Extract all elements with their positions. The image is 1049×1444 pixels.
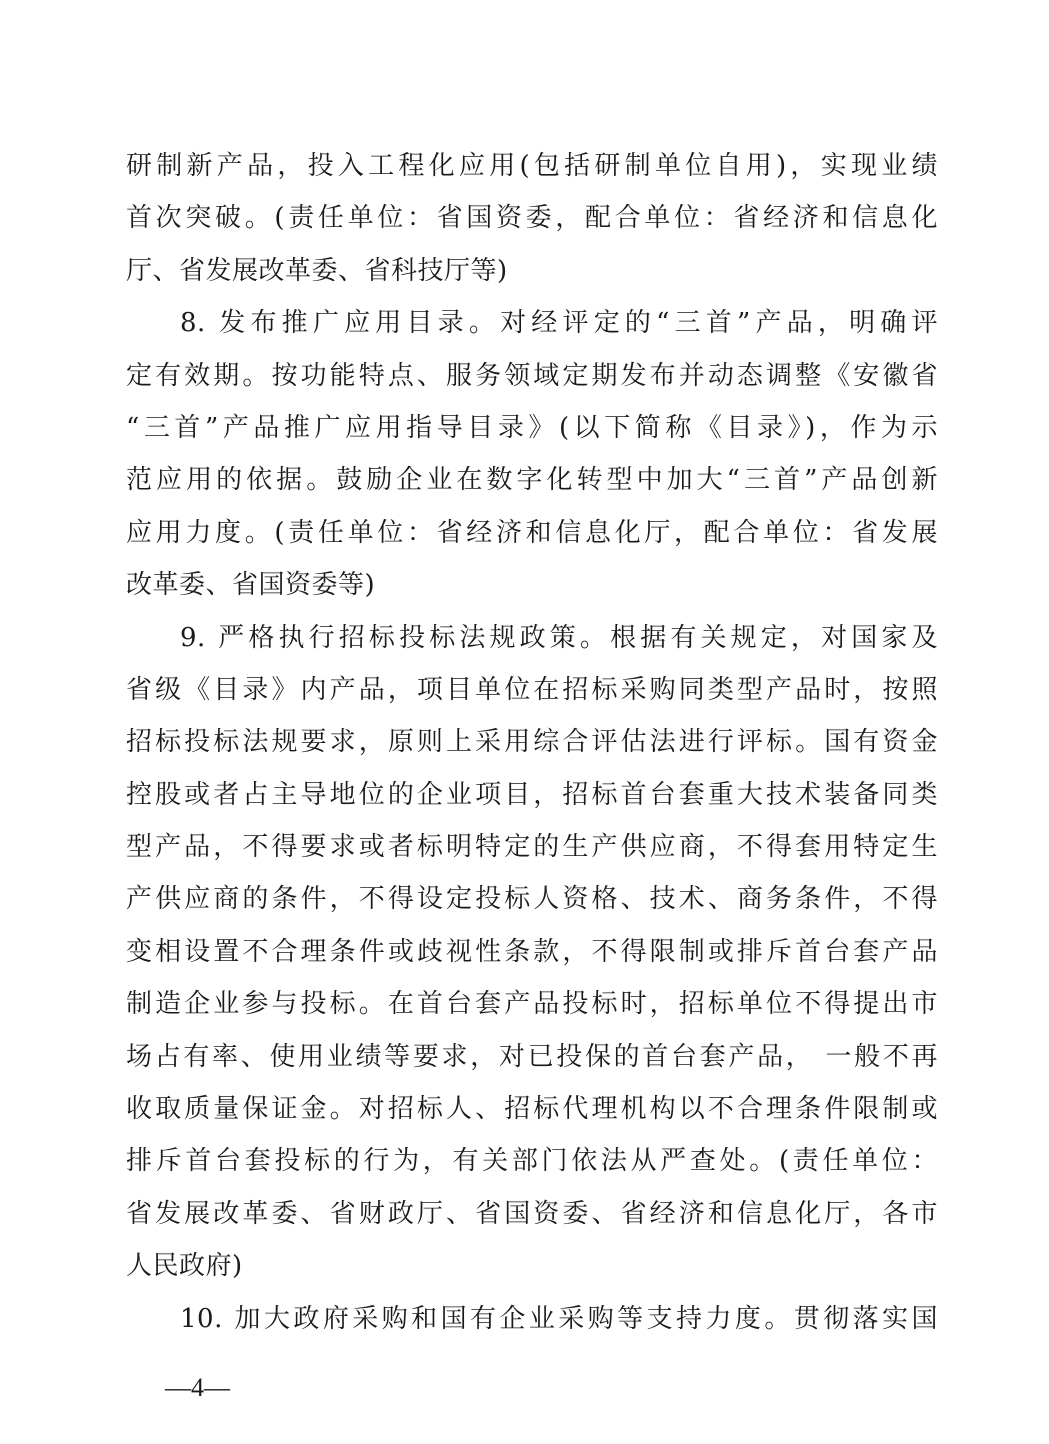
body-line: 应用力度。(责任单位：省经济和信息化厅，配合单位：省发展	[126, 517, 938, 548]
body-line: 研制新产品，投入工程化应用(包括研制单位自用)，实现业绩	[126, 151, 938, 181]
body-line: 省发展改革委、省财政厅、省国资委、省经济和信息化厅，各市	[126, 1198, 938, 1229]
body-line: 变相设置不合理条件或歧视性条款，不得限制或排斥首台套产品	[126, 936, 938, 967]
body-line: 厅、省发展改革委、省科技厅等)	[126, 255, 508, 286]
item-10-heading-line: 10. 加大政府采购和国有企业采购等支持力度。贯彻落实国	[180, 1303, 938, 1334]
page-number: —4—	[165, 1373, 230, 1402]
body-line: “三首”产品推广应用指导目录》(以下简称《目录》)，作为示	[126, 412, 938, 443]
body-line: 型产品，不得要求或者标明特定的生产供应商，不得套用特定生	[126, 832, 938, 863]
body-line: 产供应商的条件，不得设定投标人资格、技术、商务条件，不得	[126, 884, 938, 915]
body-line: 招标投标法规要求，原则上采用综合评估法进行评标。国有资金	[126, 727, 938, 758]
body-line: 省级《目录》内产品，项目单位在招标采购同类型产品时，按照	[126, 674, 938, 705]
body-line: 改革委、省国资委等)	[126, 570, 376, 601]
body-line: 控股或者占主导地位的企业项目，招标首台套重大技术装备同类	[126, 779, 938, 810]
body-line: 范应用的依据。鼓励企业在数字化转型中加大“三首”产品创新	[126, 465, 938, 496]
body-line: 制造企业参与投标。在首台套产品投标时，招标单位不得提出市	[126, 989, 938, 1020]
body-line: 人民政府)	[126, 1251, 243, 1282]
item-8-heading-line: 8. 发布推广应用目录。对经评定的“三首”产品，明确评	[180, 308, 938, 339]
body-line: 定有效期。按功能特点、服务领域定期发布并动态调整《安徽省	[126, 360, 938, 391]
item-9-heading-line: 9. 严格执行招标投标法规政策。根据有关规定，对国家及	[180, 622, 938, 653]
body-line: 收取质量保证金。对招标人、招标代理机构以不合理条件限制或	[126, 1094, 938, 1125]
body-line: 场占有率、使用业绩等要求，对已投保的首台套产品， 一般不再	[126, 1041, 938, 1072]
document-body	[126, 140, 938, 1345]
body-line: 排斥首台套投标的行为，有关部门依法从严查处。(责任单位：	[126, 1146, 938, 1177]
body-line: 首次突破。(责任单位：省国资委，配合单位：省经济和信息化	[126, 203, 938, 234]
